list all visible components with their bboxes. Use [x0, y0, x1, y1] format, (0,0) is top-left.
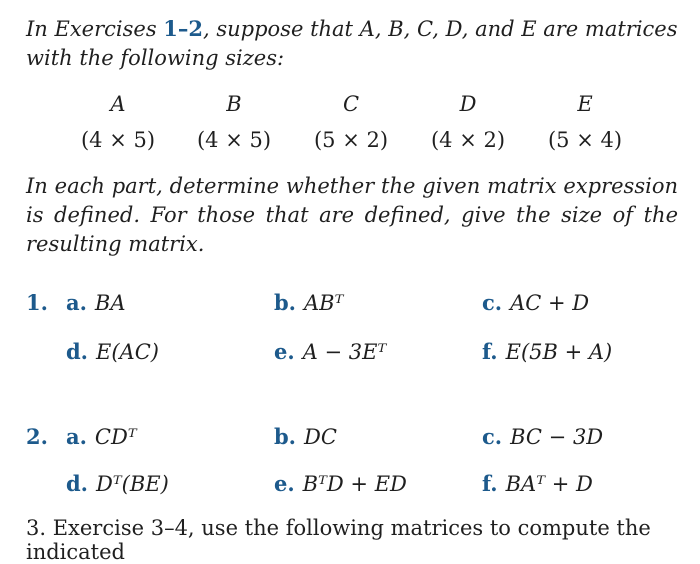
matrix-sizes-table	[0, 86, 700, 166]
matrix-size: (4 × 5)	[80, 128, 156, 152]
part-label: f.	[482, 339, 498, 364]
part-expression: A − 3Eᵀ	[302, 340, 387, 364]
matrix-size: (5 × 4)	[547, 128, 623, 152]
part-expression: BC − 3D	[510, 425, 604, 449]
part-expression: BA	[94, 291, 126, 315]
exercise-range-link[interactable]: 1–2	[163, 16, 204, 41]
instructions-text: In each part, determine whether the given matrix expression is defined. For those that are defined, give the size of the resulting matrix.	[26, 174, 678, 256]
part-expression: CDᵀ	[94, 425, 137, 449]
part-expression: ABᵀ	[304, 291, 344, 315]
part-label: c.	[482, 290, 503, 315]
part-label: c.	[482, 424, 503, 449]
exercise-1e	[274, 337, 386, 367]
exercise-2d	[66, 469, 169, 499]
part-label: b.	[274, 424, 296, 449]
matrix-column-d	[418, 86, 518, 158]
exercise-2-number: 2.	[26, 424, 48, 449]
part-label: d.	[66, 471, 88, 496]
part-label: f.	[482, 471, 498, 496]
part-label: d.	[66, 339, 88, 364]
part-expression: BAᵀ + D	[505, 472, 593, 496]
exercise-1d	[66, 337, 159, 367]
exercise-2e	[274, 469, 407, 499]
part-expression: AC + D	[510, 291, 590, 315]
matrix-column-a	[68, 86, 168, 158]
exercise-1f	[482, 337, 612, 367]
part-label: a.	[66, 290, 87, 315]
part-expression: E(AC)	[96, 340, 159, 364]
exercise-1b	[274, 288, 343, 318]
exercise-1-number: 1.	[26, 290, 48, 315]
intro-suffix: , suppose that A, B, C, D, and E are matrices with the following sizes:	[26, 17, 678, 70]
matrix-size: (5 × 2)	[313, 128, 389, 152]
matrix-size: (4 × 2)	[430, 128, 506, 152]
part-label: b.	[274, 290, 296, 315]
exercise-1a	[66, 288, 126, 318]
part-label: e.	[274, 471, 295, 496]
matrix-letter: D	[459, 92, 477, 116]
part-expression: Dᵀ(BE)	[96, 472, 169, 496]
exercise-2b	[274, 422, 337, 452]
matrix-letter: C	[342, 92, 360, 116]
matrix-column-e	[535, 86, 635, 158]
matrix-size: (4 × 5)	[196, 128, 272, 152]
matrix-column-b	[184, 86, 284, 158]
exercise-1c	[482, 288, 589, 318]
part-expression: E(5B + A)	[505, 340, 613, 364]
part-label: a.	[66, 424, 87, 449]
part-expression: DC	[304, 425, 337, 449]
intro-prefix: In Exercises	[26, 17, 164, 41]
exercise-2c	[482, 422, 603, 452]
matrix-letter: A	[110, 92, 126, 116]
part-expression: BᵀD + ED	[302, 472, 407, 496]
matrix-letter: B	[226, 92, 242, 116]
matrix-letter: E	[577, 92, 593, 116]
exercise-2a	[66, 422, 137, 452]
matrix-column-c	[301, 86, 401, 158]
exercise-2f	[482, 469, 593, 499]
part-label: e.	[274, 339, 295, 364]
intro-text	[26, 14, 678, 73]
cut-off-next-exercise: 3. Exercise 3–4, use the following matrices to compute the indicated	[26, 516, 651, 564]
